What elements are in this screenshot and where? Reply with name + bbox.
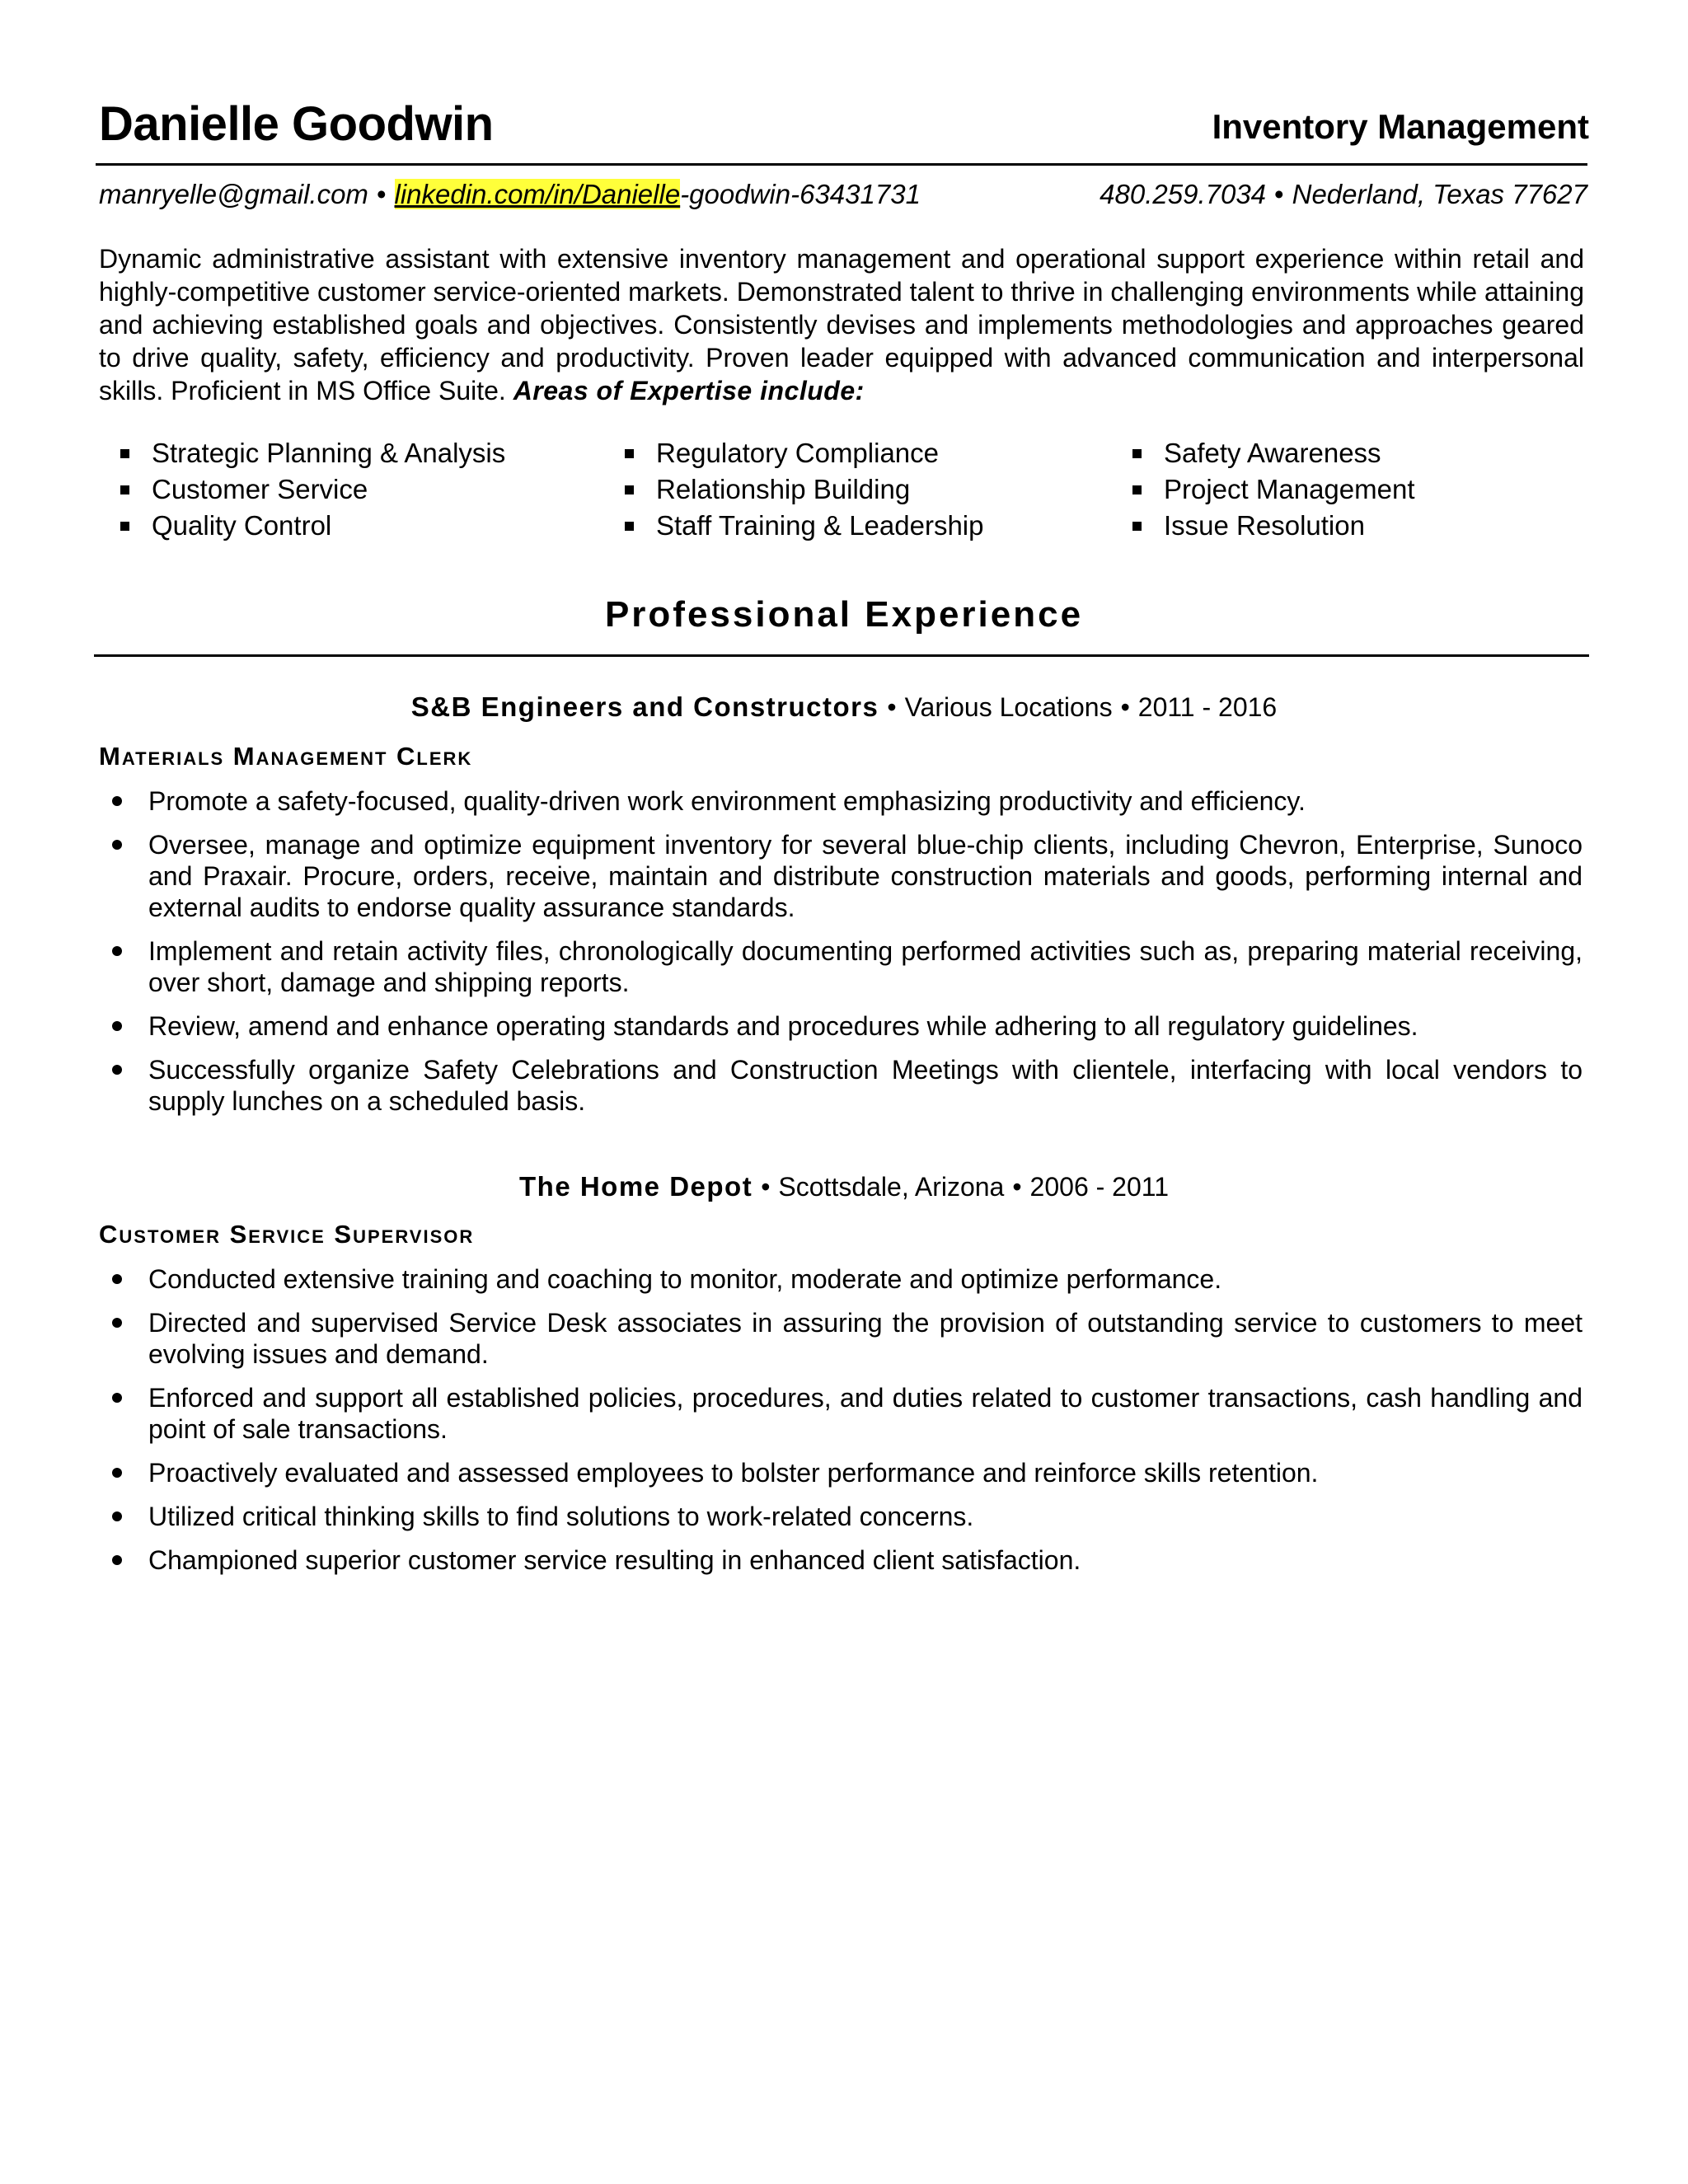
company-name: S&B Engineers and Constructors — [410, 691, 879, 722]
separator-dot: • — [1274, 179, 1284, 209]
separator-dot: • — [1012, 1172, 1022, 1202]
bullet-dot-icon — [112, 1274, 122, 1284]
bullet-dot-icon — [112, 840, 122, 850]
skill-item: Project Management — [1132, 473, 1571, 506]
square-bullet-icon — [120, 485, 129, 494]
section-divider — [94, 654, 1589, 657]
separator-dot: • — [376, 179, 387, 209]
summary-text: Dynamic administrative assistant with extensive inventory management and operational support experience within retail and highly-competitive customer service-oriented markets. Demonstrated talent to thrive in challenging environments while attaining and achieving established goals and objectives. Consistently devises and implements methodologies and approaches geared to drive quality, safety, efficiency and productivity. Proven leader equipped with advanced communication and interpersonal skills. Proficient in MS Office Suite. — [99, 244, 1584, 405]
list-item: Review, amend and enhance operating standards and procedures while adhering to all regulatory guidelines. — [99, 1010, 1582, 1042]
skill-item: Issue Resolution — [1132, 509, 1571, 542]
employer-line — [0, 689, 1688, 725]
candidate-name: Danielle Goodwin — [99, 97, 494, 151]
list-item: Implement and retain activity files, chronologically documenting performed activities such as, preparing material receiving, over short, damage and shipping reports. — [99, 935, 1582, 998]
job-title: Customer Service Supervisor — [99, 1220, 475, 1249]
professional-summary — [99, 242, 1584, 407]
job-location: Various Locations — [904, 692, 1113, 722]
list-item: Utilized critical thinking skills to find solutions to work-related concerns. — [99, 1501, 1582, 1532]
bullet-dot-icon — [112, 946, 122, 956]
linkedin-url[interactable] — [395, 179, 921, 209]
skill-item: Safety Awareness — [1132, 437, 1571, 470]
bullet-dot-icon — [112, 1555, 122, 1565]
skill-item: Relationship Building — [625, 473, 1132, 506]
email-address[interactable]: manryelle@gmail.com — [99, 179, 368, 209]
job-location: Scottsdale, Arizona — [778, 1172, 1005, 1202]
skill-item: Staff Training & Leadership — [625, 509, 1132, 542]
bullet-dot-icon — [112, 1511, 122, 1521]
bullet-dot-icon — [112, 1318, 122, 1328]
resume-headline: Inventory Management — [1212, 107, 1589, 146]
linkedin-url-rest[interactable]: -goodwin-63431731 — [680, 179, 921, 209]
skill-item: Customer Service — [120, 473, 625, 506]
list-item: Oversee, manage and optimize equipment inventory for several blue-chip clients, including Chevron, Enterprise, Sunoco and Praxair. Procure, orders, receive, maintain and distribute construction materials and goods, performing internal and external audits to endorse quality assurance standards. — [99, 829, 1582, 923]
job-dates: 2006 - 2011 — [1029, 1172, 1169, 1202]
skill-item: Strategic Planning & Analysis — [120, 437, 625, 470]
employer-line — [0, 1169, 1688, 1205]
square-bullet-icon — [1132, 485, 1142, 494]
skills-grid — [120, 437, 1571, 542]
list-item: Enforced and support all established policies, procedures, and duties related to customer transactions, cash handling and point of sale transactions. — [99, 1382, 1582, 1445]
skill-item: Regulatory Compliance — [625, 437, 1132, 470]
list-item: Promote a safety-focused, quality-driven work environment emphasizing productivity and efficiency. — [99, 785, 1582, 817]
separator-dot: • — [1120, 692, 1130, 722]
skill-item: Quality Control — [120, 509, 625, 542]
list-item: Conducted extensive training and coaching to monitor, moderate and optimize performance. — [99, 1263, 1582, 1295]
bullet-dot-icon — [112, 1021, 122, 1031]
separator-dot: • — [761, 1172, 771, 1202]
bullet-dot-icon — [112, 1393, 122, 1403]
linkedin-url-highlighted[interactable]: linkedin.com/in/Danielle — [394, 179, 681, 209]
square-bullet-icon — [120, 449, 129, 458]
bullet-dot-icon — [112, 1468, 122, 1478]
section-title-experience: Professional Experience — [604, 594, 1084, 635]
job-title: Materials Management Clerk — [99, 742, 473, 771]
header-divider — [96, 163, 1587, 166]
bullet-dot-icon — [112, 796, 122, 806]
square-bullet-icon — [625, 449, 634, 458]
square-bullet-icon — [625, 522, 634, 531]
contact-right — [1100, 176, 1587, 213]
job-dates: 2011 - 2016 — [1137, 692, 1278, 722]
square-bullet-icon — [1132, 522, 1142, 531]
contact-left — [99, 176, 921, 213]
square-bullet-icon — [120, 522, 129, 531]
square-bullet-icon — [625, 485, 634, 494]
areas-of-expertise-label: Areas of Expertise include: — [513, 376, 865, 405]
list-item: Championed superior customer service resulting in enhanced client satisfaction. — [99, 1544, 1582, 1576]
list-item: Directed and supervised Service Desk associates in assuring the provision of outstanding service to customers to meet evolving issues and demand. — [99, 1307, 1582, 1370]
company-name: The Home Depot — [519, 1171, 753, 1202]
list-item: Proactively evaluated and assessed employees to bolster performance and reinforce skills retention. — [99, 1457, 1582, 1488]
job-bullets — [99, 785, 1582, 1129]
location: Nederland, Texas 77627 — [1292, 179, 1587, 209]
job-bullets — [99, 1263, 1582, 1588]
separator-dot: • — [887, 692, 897, 722]
phone-number: 480.259.7034 — [1100, 179, 1267, 209]
bullet-dot-icon — [112, 1065, 122, 1075]
list-item: Successfully organize Safety Celebrations and Construction Meetings with clientele, interfacing with local vendors to supply lunches on a scheduled basis. — [99, 1054, 1582, 1117]
square-bullet-icon — [1132, 449, 1142, 458]
